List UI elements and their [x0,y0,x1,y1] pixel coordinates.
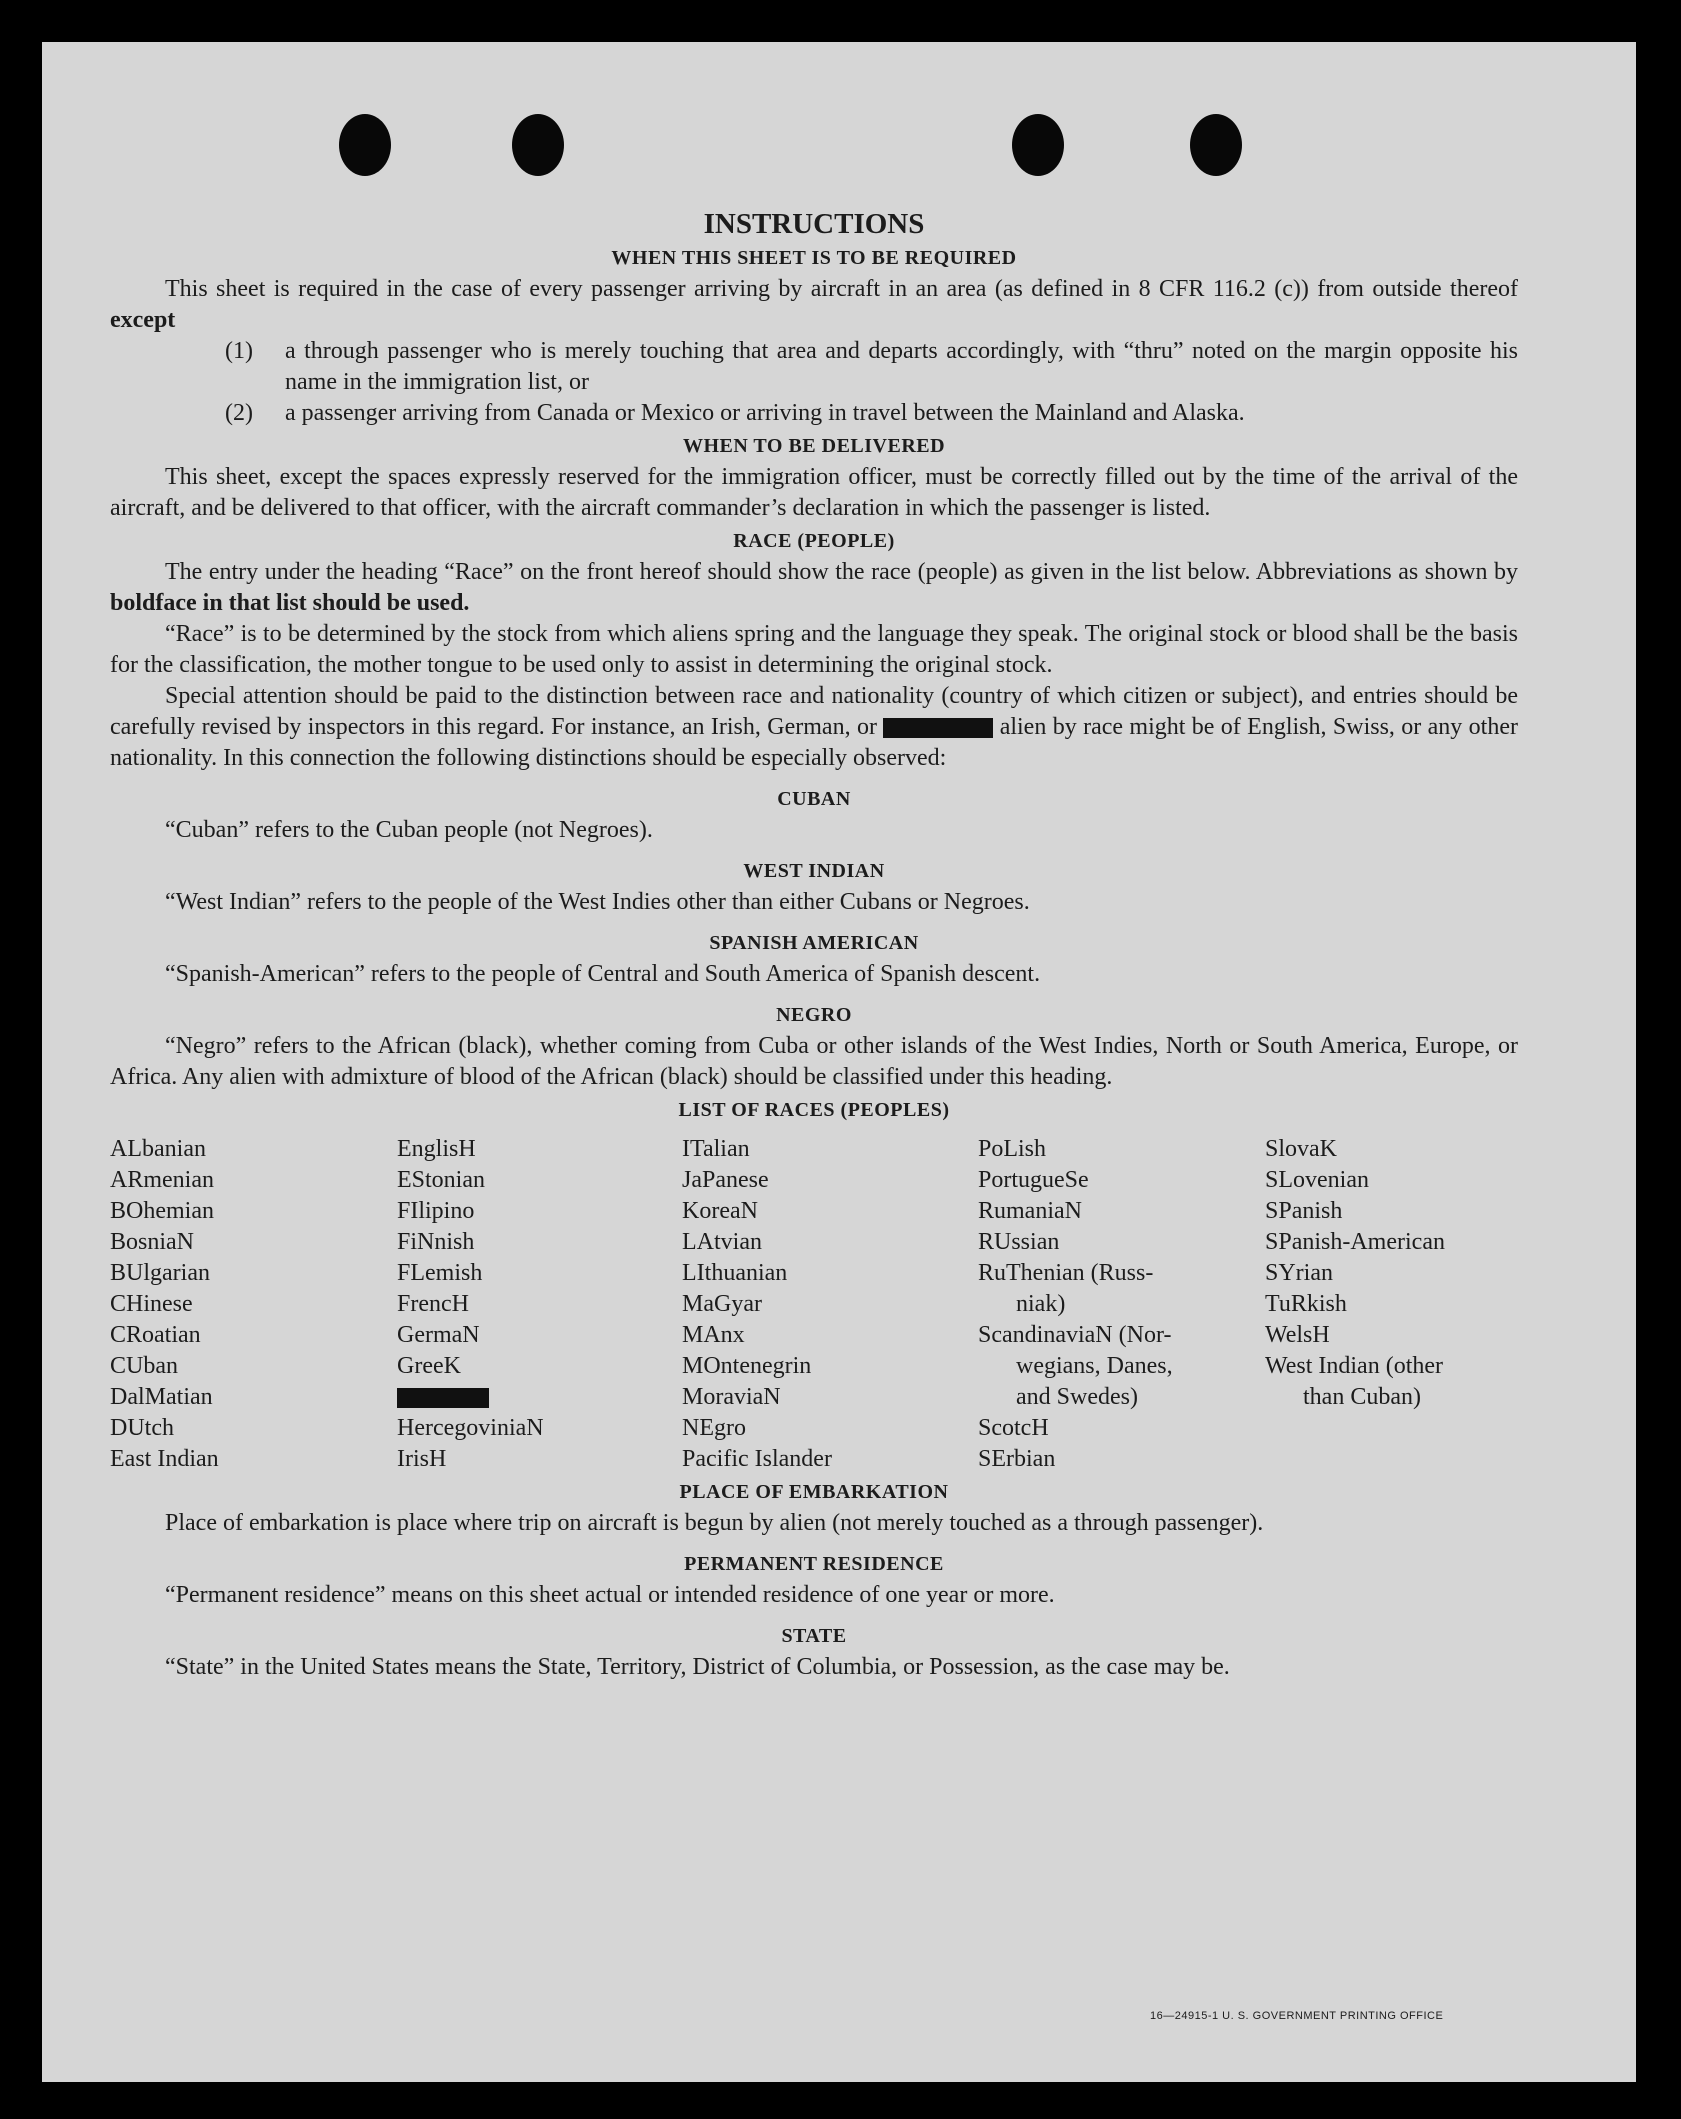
race-column-3 [682,1134,978,1475]
race-item: TuRkish [1265,1291,1347,1317]
heading-embarkation: PLACE OF EMBARKATION [679,1481,949,1503]
race-item: GreeK [397,1353,461,1379]
heading-negro: NEGRO [776,1004,852,1026]
heading-spanish-american: SPANISH AMERICAN [709,932,919,954]
paragraph-west-indian: “West Indian” refers to the people of the West Indies other than either Cubans or Negroes. [165,889,1030,915]
heading-list-of-races: LIST OF RACES (PEOPLES) [678,1099,950,1121]
heading-when-delivered: WHEN TO BE DELIVERED [682,435,946,457]
race-item: BosniaN [110,1229,194,1255]
race-item: EStonian [397,1167,485,1193]
race-item: SErbian [978,1446,1056,1472]
race-item: MAnx [682,1322,745,1348]
race-item: WelsH [1265,1322,1330,1348]
race-item: FIlipino [397,1198,475,1224]
punch-hole [339,114,391,176]
paragraph-cuban: “Cuban” refers to the Cuban people (not Negroes). [165,817,653,843]
redaction-mark [397,1388,489,1408]
heading-race: RACE (PEOPLE) [733,530,895,552]
race-item: SlovaK [1265,1136,1337,1162]
race-item: MaGyar [682,1291,762,1317]
heading-cuban: CUBAN [777,788,851,810]
heading-when-required: WHEN THIS SHEET IS TO BE REQUIRED [611,247,1017,269]
race-item: wegians, Danes, [1016,1353,1173,1379]
paragraph-state: “State” in the United States means the State, Territory, District of Columbia, or Possession, as the case may be. [165,1654,1230,1680]
race-item: BOhemian [110,1198,214,1224]
race-item: JaPanese [682,1167,769,1193]
race-item: NEgro [682,1415,746,1441]
paragraph-race-2: “Race” is to be determined by the stock from which aliens spring and the language they speak. The original stock or blood shall be the basis for the classification, the mother tongue to be used only to assist in determining the original stock. [110,621,1518,678]
paragraph-embarkation: Place of embarkation is place where trip on aircraft is begun by alien (not merely touched as a through passenger). [165,1510,1264,1536]
race-item: ScandinaviaN (Nor- [978,1322,1172,1348]
race-column-4 [978,1134,1265,1475]
redaction-mark [883,718,993,738]
race-item: HercegoviniaN [397,1415,544,1441]
race-item: CUban [110,1353,178,1379]
paragraph-spanish-american: “Spanish-American” refers to the people of Central and South America of Spanish descent. [165,961,1041,987]
race-item: East Indian [110,1446,219,1472]
race-item: CRoatian [110,1322,201,1348]
race-item: and Swedes) [1016,1384,1138,1410]
page-title: INSTRUCTIONS [703,208,925,240]
heading-permanent-residence: PERMANENT RESIDENCE [684,1553,944,1575]
race-item: FiNnish [397,1229,475,1255]
paragraph-required: This sheet is required in the case of every passenger arriving by aircraft in an area (as defined in 8 CFR 116.2 (c)) from outside thereof except [110,276,1518,333]
race-item: EnglisH [397,1136,476,1162]
paragraph-race-1: The entry under the heading “Race” on the front hereof should show the race (people) as given in the list below. Abbreviations as shown by boldface in that list should be used. [110,559,1518,616]
paragraph-delivered: This sheet, except the spaces expressly reserved for the immigration officer, must be correctly filled out by the time of the arrival of the aircraft, and be delivered to that officer, with the aircraft commander’s declaration in which the passenger is listed. [110,464,1518,521]
race-item: DalMatian [110,1384,213,1410]
race-column-1 [110,1134,397,1475]
heading-state: STATE [781,1625,847,1647]
race-item-redacted [397,1382,682,1413]
race-item: PoLish [978,1136,1047,1162]
race-item: LIthuanian [682,1260,788,1286]
race-item: KoreaN [682,1198,758,1224]
paragraph-race-3: Special attention should be paid to the distinction between race and nationality (country of which citizen or subject), and entries should be carefully revised by inspectors in this regard. For instance, an Irish, German, or alien by race might be of English, Swiss, or any other nationality. In this connection the following distinctions should be especially observed: [110,683,1518,771]
race-item: SYrian [1265,1260,1333,1286]
race-item: Pacific Islander [682,1446,832,1472]
race-item: FrencH [397,1291,469,1317]
race-item: IrisH [397,1446,447,1472]
exception-item-2: (2) a passenger arriving from Canada or Mexico or arriving in travel between the Mainland and Alaska. [225,400,1245,426]
race-item: MoraviaN [682,1384,781,1410]
race-item: ScotcH [978,1415,1049,1441]
heading-west-indian: WEST INDIAN [743,860,885,882]
race-item: than Cuban) [1303,1384,1421,1410]
exception-item-1: (1) a through passenger who is merely touching that area and departs accordingly, with “thru” noted on the margin opposite his name in the immigration list, or [225,338,1518,395]
paragraph-permanent-residence: “Permanent residence” means on this sheet actual or intended residence of one year or more. [165,1582,1055,1608]
race-item: MOntenegrin [682,1353,812,1379]
race-item: ITalian [682,1136,750,1162]
race-item: RuThenian (Russ- [978,1260,1154,1286]
race-item: niak) [1016,1291,1066,1317]
race-item: LAtvian [682,1229,762,1255]
race-item: GermaN [397,1322,480,1348]
race-column-5 [1265,1134,1518,1475]
race-item: RumaniaN [978,1198,1082,1224]
paragraph-negro: “Negro” refers to the African (black), whether coming from Cuba or other islands of the West Indies, North or South America, Europe, or Africa. Any alien with admixture of blood of the African (black) should be classified under this heading. [110,1033,1518,1090]
printer-imprint: 16—24915-1 U. S. GOVERNMENT PRINTING OFFICE [1150,2010,1444,2022]
race-item: West Indian (other [1265,1353,1444,1379]
race-item: ARmenian [110,1167,214,1193]
punch-hole [1190,114,1242,176]
race-item: SPanish-American [1265,1229,1445,1255]
race-item: PortugueSe [978,1167,1089,1193]
race-item: ALbanian [110,1136,206,1162]
race-item: DUtch [110,1415,174,1441]
instructions-body [110,208,1518,1683]
punch-hole [1012,114,1064,176]
race-item: SLovenian [1265,1167,1369,1193]
race-list [110,1134,1518,1475]
punch-hole [512,114,564,176]
race-item: FLemish [397,1260,483,1286]
race-column-2 [397,1134,682,1475]
race-item: RUssian [978,1229,1060,1255]
race-item: BUlgarian [110,1260,210,1286]
race-item: CHinese [110,1291,193,1317]
document-page [42,42,1636,2082]
race-item: SPanish [1265,1198,1343,1224]
